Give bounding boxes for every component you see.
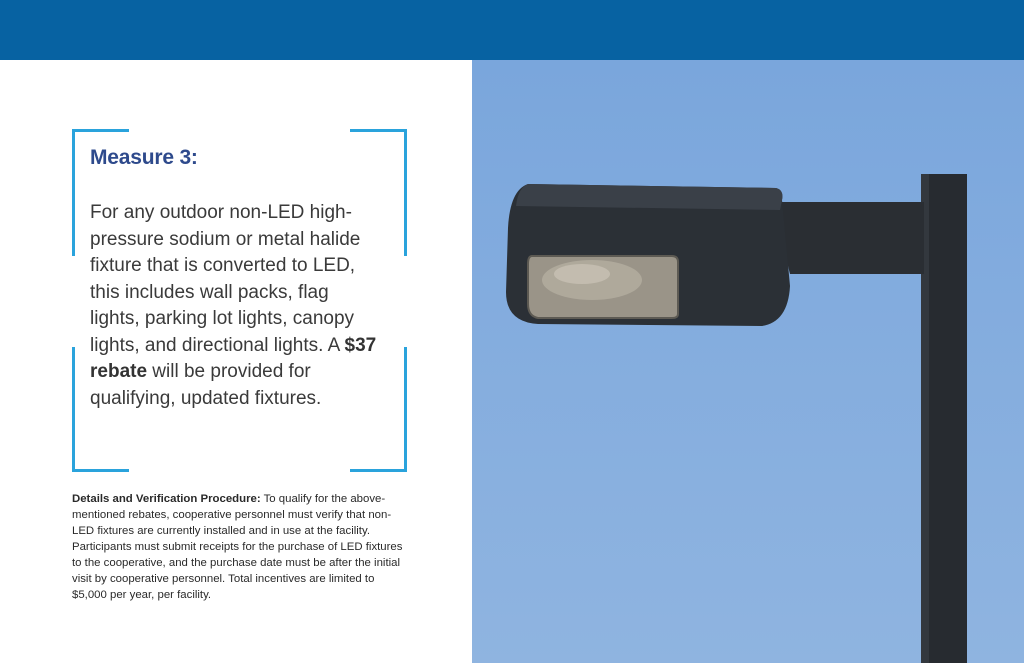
measure-text-start: For any outdoor non-LED high-pressure sodium or metal halide fixture that is converted to LED, this includes wall packs, flag lights, parking lot lights, canopy lights, and directional lights. A [90,202,361,356]
street-light-photo [472,60,1024,663]
pole-arm [772,202,924,274]
details-label: Details and Verification Procedure: [72,493,261,505]
details-text: To qualify for the above-mentioned rebates, cooperative personnel must verify that non-LED fixtures are currently installed and in use at the facility. Participants must submit receipts for the purchase of LED fixtures to the cooperative, and the purchase date must be after the initial visit by cooperative personnel. Total incentives are limited to $5,000 per year, per facility. [72,493,403,601]
measure-description [90,200,382,412]
street-light-icon [472,60,1024,663]
measure-title: Measure 3: [90,146,198,169]
details-paragraph [72,491,412,603]
header-band [0,0,1024,60]
rebate-amount: $37 rebate [90,334,377,382]
measure-text-end: will be provided for qualifying, updated fixtures. [90,361,322,409]
